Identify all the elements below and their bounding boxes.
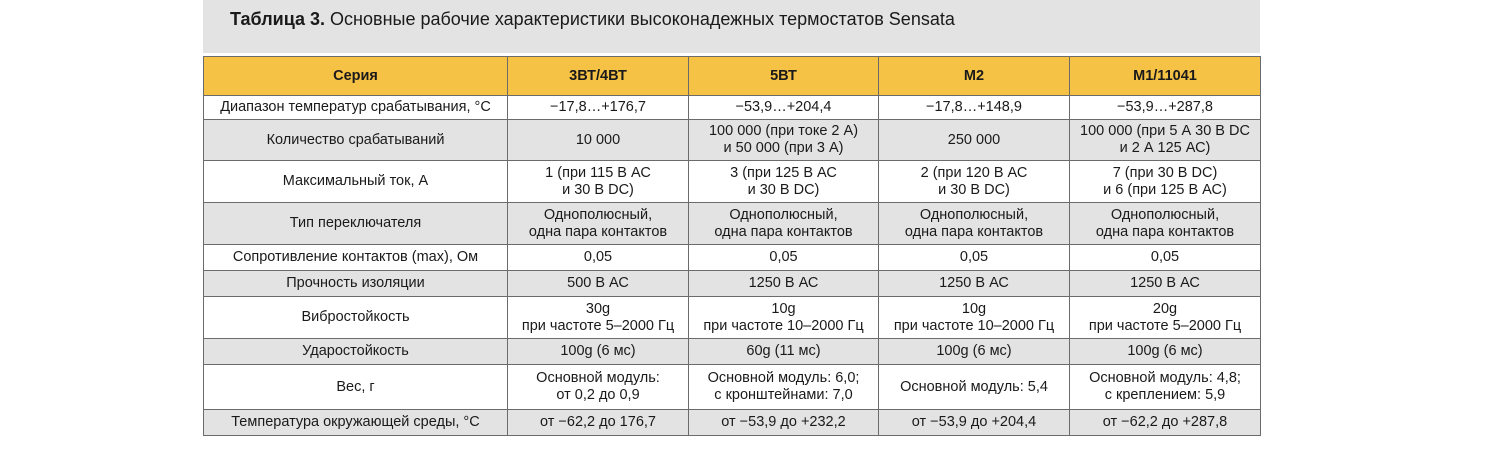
table-cell: 100g (6 мс) bbox=[508, 339, 689, 365]
table-cell: 100g (6 мс) bbox=[879, 339, 1070, 365]
row-label: Виброcтойкость bbox=[204, 297, 508, 339]
table-cell: 0,05 bbox=[508, 245, 689, 271]
table-cell: Основной модуль: 6,0; с кронштейнами: 7,0 bbox=[689, 365, 879, 410]
table-cell: Основной модуль: от 0,2 до 0,9 bbox=[508, 365, 689, 410]
table-cell: −17,8…+176,7 bbox=[508, 96, 689, 120]
row-label: Сопротивление контактов (max), Ом bbox=[204, 245, 508, 271]
header-cell-m1-11041: М1/11041 bbox=[1070, 57, 1261, 96]
table-cell: −17,8…+148,9 bbox=[879, 96, 1070, 120]
table-row bbox=[204, 271, 1261, 297]
table-row bbox=[204, 120, 1261, 161]
table-cell: Однополюсный, одна пара контактов bbox=[508, 203, 689, 245]
caption-label: Таблица 3. bbox=[230, 9, 326, 29]
row-label: Ударостойкость bbox=[204, 339, 508, 365]
table-cell: 0,05 bbox=[689, 245, 879, 271]
table-cell: 2 (при 120 В АС и 30 В DC) bbox=[879, 161, 1070, 203]
table-cell: 1 (при 115 В АС и 30 В DC) bbox=[508, 161, 689, 203]
header-cell-3bt-4bt: 3ВТ/4ВТ bbox=[508, 57, 689, 96]
header-cell-m2: М2 bbox=[879, 57, 1070, 96]
table-cell: 0,05 bbox=[879, 245, 1070, 271]
table-cell: 60g (11 мс) bbox=[689, 339, 879, 365]
table-cell: 1250 В АС bbox=[689, 271, 879, 297]
table-cell: 0,05 bbox=[1070, 245, 1261, 271]
table-cell: 30g при частоте 5–2000 Гц bbox=[508, 297, 689, 339]
row-label: Вес, г bbox=[204, 365, 508, 410]
row-label: Максимальный ток, А bbox=[204, 161, 508, 203]
table-header bbox=[204, 57, 1261, 96]
row-label: Количество срабатываний bbox=[204, 120, 508, 161]
table-cell: 1250 В АС bbox=[879, 271, 1070, 297]
table-cell: 3 (при 125 В АС и 30 В DC) bbox=[689, 161, 879, 203]
table-cell: 100 000 (при токе 2 А) и 50 000 (при 3 А) bbox=[689, 120, 879, 161]
table-cell: 10 000 bbox=[508, 120, 689, 161]
table-cell: от −62,2 до 176,7 bbox=[508, 410, 689, 436]
table-row bbox=[204, 203, 1261, 245]
specs-table bbox=[203, 56, 1261, 436]
header-row bbox=[204, 57, 1261, 96]
table-cell: Основной модуль: 4,8; с креплением: 5,9 bbox=[1070, 365, 1261, 410]
table-cell: 250 000 bbox=[879, 120, 1070, 161]
header-cell-5bt: 5ВТ bbox=[689, 57, 879, 96]
table-cell: 500 В АС bbox=[508, 271, 689, 297]
table-cell: 1250 В АС bbox=[1070, 271, 1261, 297]
row-label: Тип переключателя bbox=[204, 203, 508, 245]
caption-text: Основные рабочие характеристики высоконадежных термостатов Sensata bbox=[325, 9, 955, 29]
row-label: Температура окружающей среды, °С bbox=[204, 410, 508, 436]
table-row bbox=[204, 245, 1261, 271]
table-row bbox=[204, 161, 1261, 203]
table-cell: Однополюсный, одна пара контактов bbox=[1070, 203, 1261, 245]
header-cell-series: Серия bbox=[204, 57, 508, 96]
table-caption bbox=[203, 0, 1260, 53]
table-cell: от −53,9 до +232,2 bbox=[689, 410, 879, 436]
table-cell: 100g (6 мс) bbox=[1070, 339, 1261, 365]
table-cell: 10g при частоте 10–2000 Гц bbox=[879, 297, 1070, 339]
table-cell: Однополюсный, одна пара контактов bbox=[879, 203, 1070, 245]
table-row bbox=[204, 96, 1261, 120]
table-cell: от −62,2 до +287,8 bbox=[1070, 410, 1261, 436]
table-cell: −53,9…+287,8 bbox=[1070, 96, 1261, 120]
table-row bbox=[204, 297, 1261, 339]
row-label: Диапазон температур срабатывания, °С bbox=[204, 96, 508, 120]
table-cell: Основной модуль: 5,4 bbox=[879, 365, 1070, 410]
table-cell: 10g при частоте 10–2000 Гц bbox=[689, 297, 879, 339]
table-row bbox=[204, 410, 1261, 436]
table-cell: 7 (при 30 В DC) и 6 (при 125 В АС) bbox=[1070, 161, 1261, 203]
table-cell: Однополюсный, одна пара контактов bbox=[689, 203, 879, 245]
table-body bbox=[204, 96, 1261, 436]
table-cell: 100 000 (при 5 А 30 В DC и 2 А 125 АС) bbox=[1070, 120, 1261, 161]
table-cell: от −53,9 до +204,4 bbox=[879, 410, 1070, 436]
table-cell: −53,9…+204,4 bbox=[689, 96, 879, 120]
table-row bbox=[204, 339, 1261, 365]
table-cell: 20g при частоте 5–2000 Гц bbox=[1070, 297, 1261, 339]
table-row bbox=[204, 365, 1261, 410]
row-label: Прочность изоляции bbox=[204, 271, 508, 297]
